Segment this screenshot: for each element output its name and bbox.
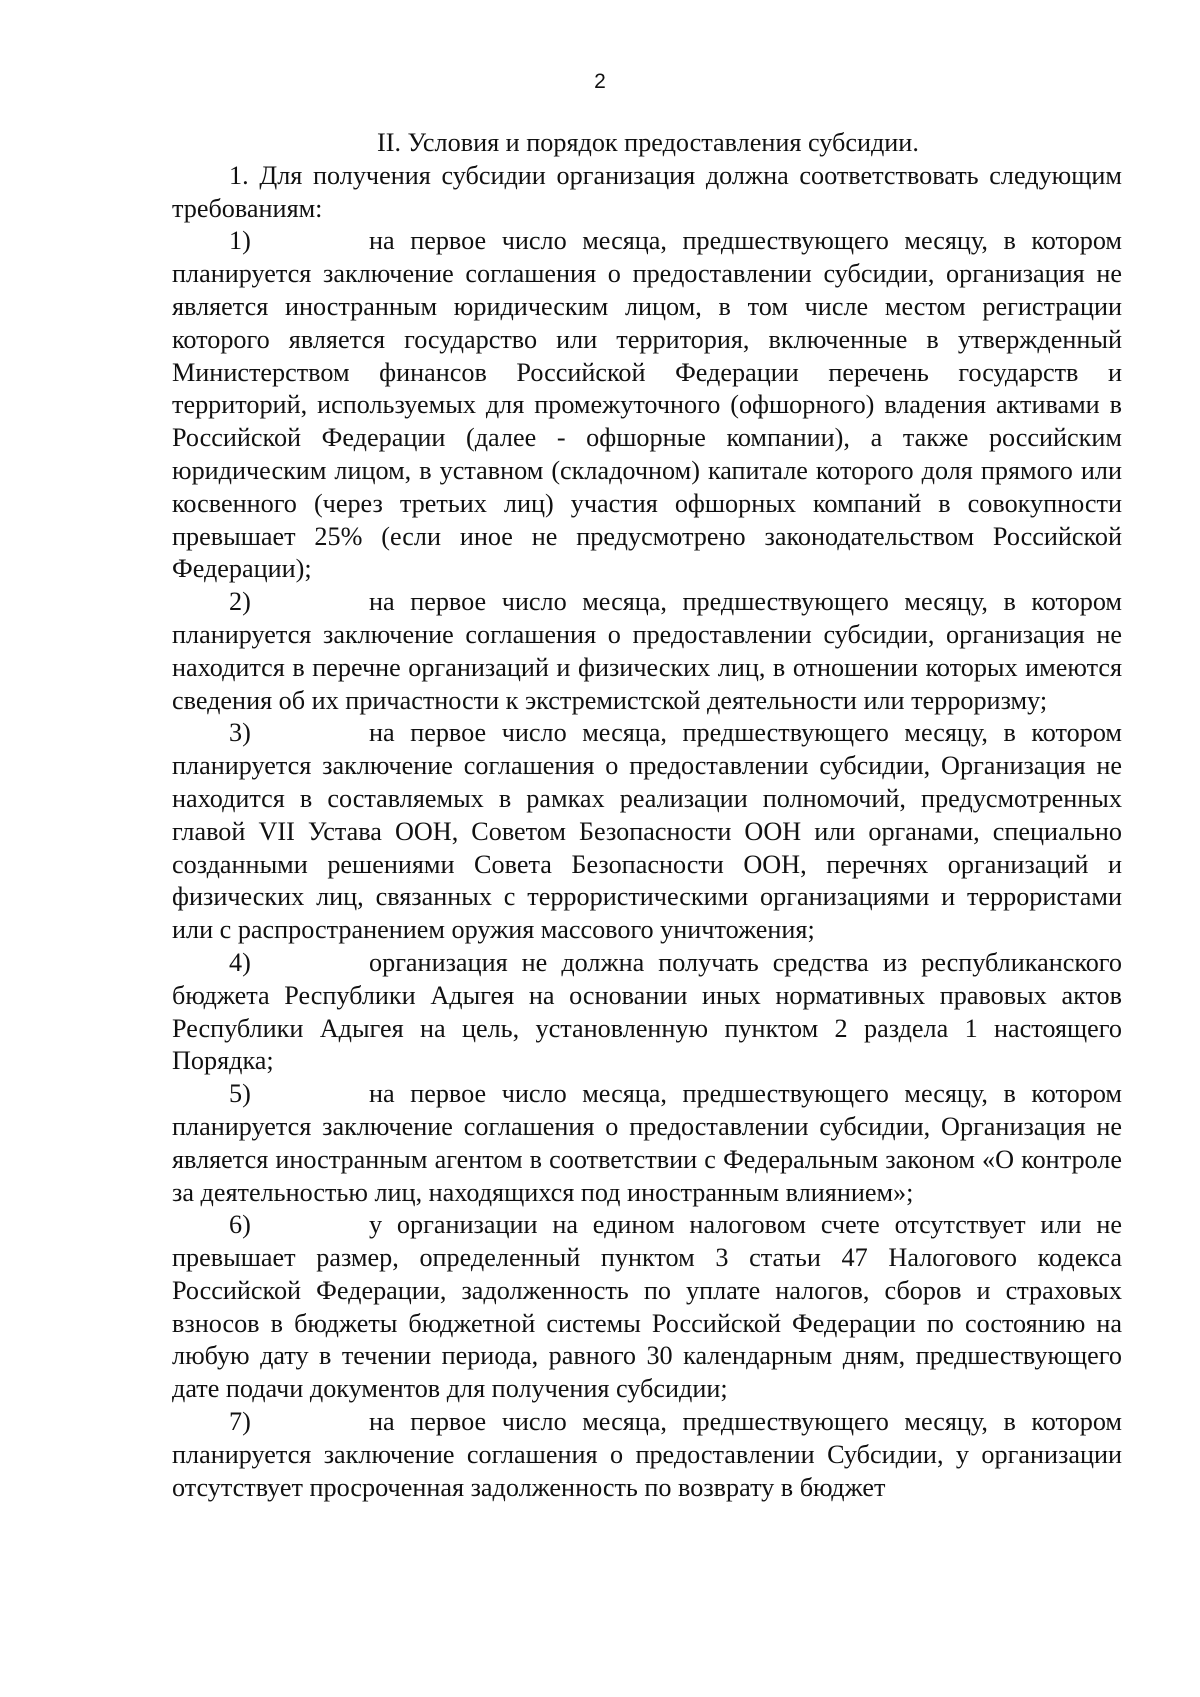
requirement-item: [172, 717, 1122, 947]
section-heading: II. Условия и порядок предоставления субсидии.: [377, 128, 919, 157]
document-body: [172, 127, 1122, 1504]
item-number: 1): [229, 226, 251, 256]
intro-paragraph: 1. Для получения субсидии организация должна соответствовать следующим требованиям:: [172, 160, 1122, 223]
requirement-item: [172, 1078, 1122, 1209]
requirement-item: [172, 1406, 1122, 1504]
requirement-item: [172, 947, 1122, 1078]
item-text: у организации на едином налоговом счете отсутствует или не превышает размер, определенный пунктом 3 статьи 47 Налогового кодекса Российской Федерации, задолженность по уплате налогов, сборов и страховых взносов в бюджеты бюджетной системы Российской Федерации по состоянию на любую дату в течении периода, равного 30 календарным дням, предшествующего дате подачи документов для получения субсидии;: [172, 1210, 1122, 1404]
item-number: 6): [229, 1210, 251, 1240]
item-text: на первое число месяца, предшествующего месяцу, в котором планируется заключение соглашения о предоставлении субсидии, организация не находится в перечне организаций и физических лиц, в отношении которых имеются сведения об их причастности к экстремистской деятельности или терроризму;: [172, 587, 1122, 715]
item-number: 7): [229, 1407, 251, 1437]
item-number: 5): [229, 1079, 251, 1109]
item-text: на первое число месяца, предшествующего месяцу, в котором планируется заключение соглашения о предоставлении Субсидии, у организации отсутствует просроченная задолженность по возврату в бюджет: [172, 1407, 1122, 1502]
page-number: 2: [594, 70, 606, 93]
requirement-item: [172, 225, 1122, 586]
item-text: на первое число месяца, предшествующего месяцу, в котором планируется заключение соглашения о предоставлении субсидии, организация не является иностранным юридическим лицом, в том числе местом регистрации которого является государство или территория, включенные в утвержденный Министерством финансов Российской Федерации перечень государств и территорий, используемых для промежуточного (офшорного) владения активами в Российской Федерации (далее - офшорные компании), а также российским юридическим лицом, в уставном (складочном) капитале которого доля прямого или косвенного (через третьих лиц) участия офшорных компаний в совокупности превышает 25% (если иное не предусмотрено законодательством Российской Федерации);: [172, 226, 1122, 584]
item-number: 3): [229, 718, 251, 748]
item-number: 4): [229, 947, 251, 977]
item-text: организация не должна получать средства из республиканского бюджета Республики Адыгея на основании иных нормативных правовых актов Республики Адыгея на цель, установленную пунктом 2 раздела 1 настоящего Порядка;: [172, 947, 1122, 1076]
item-number: 2): [229, 587, 251, 617]
item-text: на первое число месяца, предшествующего месяцу, в котором планируется заключение соглашения о предоставлении субсидии, Организация не находится в составляемых в рамках реализации полномочий, предусмотренных главой VII Устава ООН, Советом Безопасности ООН или органами, специально созданными решениями Совета Безопасности ООН, перечнях организаций и физических лиц, связанных с террористическими организациями и террористами или с распространением оружия массового уничтожения;: [172, 718, 1122, 945]
requirement-item: [172, 1209, 1122, 1406]
item-text: на первое число месяца, предшествующего месяцу, в котором планируется заключение соглашения о предоставлении субсидии, Организация не является иностранным агентом в соответствии с Федеральным законом «О контроле за деятельностью лиц, находящихся под иностранным влиянием»;: [172, 1079, 1122, 1207]
requirement-item: [172, 586, 1122, 717]
